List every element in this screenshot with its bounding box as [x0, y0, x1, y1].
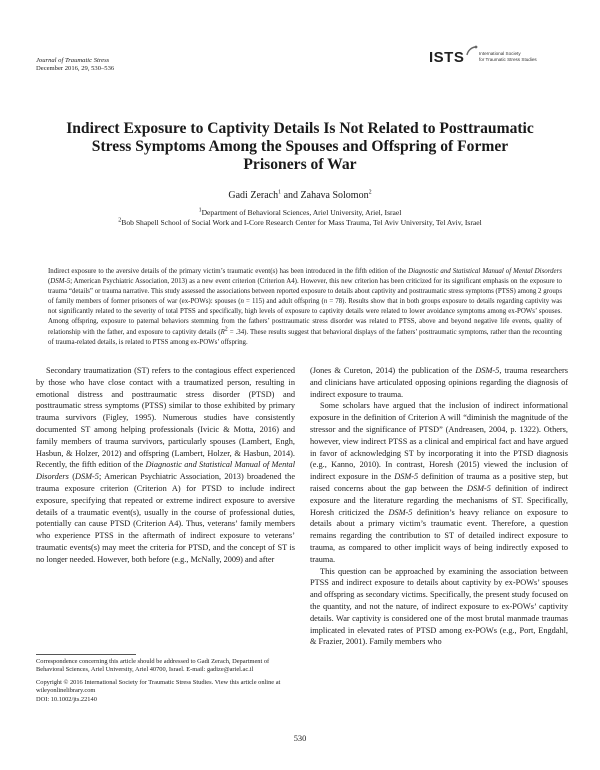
body-dsm-abbr: DSM-5 [475, 366, 500, 375]
abstract-dsm-abbr: DSM-5 [50, 278, 71, 286]
copyright-note [36, 679, 296, 704]
logo-subtitle-line-1: International Society [479, 51, 521, 56]
body-text: Some scholars have argued that the inclusion of indirect informational exposure in the definition of Criterion A will “diminish the magnitude of the stressor and the significance of PTSD” (Andreasen, 2004, p. 1322). Others, however, view indirect PTSS as a clinical and empirical fact and have argued in favor of acknowledging ST by incorporating it into the PTSD diagnosis (e.g., Kanno, 2010). In contrast, Horesh (2015) viewed the inclusion of indirect exposure in the [310, 401, 568, 482]
article-title: Indirect Exposure to Captivity Details Is Not Related to Posttraumatic Stress Symptoms Among the Spouses and Offspring of Former Prisoners of War [66, 120, 534, 173]
affiliation-2-text: Bob Shapell School of Social Work and I-Core Research Center for Mass Trauma, Tel Aviv University, Tel Aviv, Israel [121, 218, 482, 227]
author-1-sup: 1 [278, 189, 282, 196]
affiliation-2 [30, 218, 570, 228]
affiliations [30, 208, 570, 228]
abstract-r-symbol: R [220, 328, 225, 336]
body-text: ( [68, 472, 75, 482]
body-text: (Jones & Cureton, 2014) the publication of the [310, 366, 476, 375]
author-conjunction: and [281, 190, 301, 201]
author-1: Gadi Zerach [228, 190, 279, 201]
body-text: Secondary traumatization (ST) refers to the contagious effect experienced by those who have close contact with a traumatized person, resulting in emotional distress and posttraumatic stress disorder (PTSD) and posttraumatic stress symptoms (PTSS) similar to those exhibited by primary trauma survivors (Figley, 1995). Numerous studies have consistently documented ST among helping professionals (Ivicic & Motta, 2016) and family members of trauma survivors, particularly spouses (Lambert, Engh, Hasbun, & Holzer, 2012) and offspring (Lambert, Holzer, & Hasbun, 2014). Recently, the fifth edition of the [36, 366, 295, 470]
body-paragraph [310, 365, 568, 400]
body-text: definition’s heavy reliance on exposure to details about a primary victim’s traumatic event. Therefore, a question remains regarding the contribution to ST of detailed indirect exposure to trauma, as compared to other implicit ways of being indirectly exposed to trauma. [310, 507, 568, 564]
body-text: definition of trauma as a positive step, but raised concerns about the gap between the [310, 472, 568, 493]
ists-logo [429, 43, 579, 83]
copyright-text: Copyright © 2016 International Society for Traumatic Stress Studies. View this article online at wileyonlinelibrary.com [36, 678, 281, 695]
abstract-text: ( [48, 278, 51, 286]
page-number: 530 [293, 734, 307, 743]
body-paragraph [310, 566, 568, 649]
author-2: Zahava Solomon [300, 190, 369, 201]
abstract-n-symbol: n [240, 298, 244, 306]
abstract [48, 267, 562, 348]
affiliation-1-text: Department of Behavioral Sciences, Ariel University, Ariel, Israel [201, 208, 402, 217]
body-text: ; American Psychiatric Association, 2013) broadened the trauma exposure criterion (Criterion A) for PTSD to include indirect exposure, specifying that repeated or extreme indirect exposure to aversive details of a traumatic event(s), usually in the course of professional duties, potentially can cause PTSD (Criterion A4). Thus, veterans’ family members who experience PTSS in the aftermath of indirect exposure to veterans’ traumatic events(s) may meet the criteria for PTSD, and the concept of ST is no longer needed. However, both before (e.g., McNally, 2009) and after [36, 472, 295, 564]
abstract-text: = 78). Results show that in both groups exposure to details regarding captivity was not significantly related to the severity of total PTSS and specifically, high levels of exposure to captivity details were related to lower avoidance symptoms among ex-POWs’ spouses. Among offspring, exposure to paternal behaviors stemming from the fathers’ posttraumatic stress disorder was related to PTSS, above and beyond negative life events, quality of relationship with the father, and exposure to captivity details ( [48, 298, 562, 336]
body-dsm-abbr: DSM-5 [74, 472, 99, 482]
logo-subtitle-line-2: for Traumatic Stress Studies [479, 56, 537, 62]
abstract-n-symbol: n [323, 298, 328, 306]
footnotes [36, 658, 296, 708]
affiliation-1-sup: 1 [198, 207, 202, 214]
logo-subtitle [479, 51, 537, 63]
abstract-text: Indirect exposure to the aversive details of the primary victim’s traumatic event(s) has been introduced in the fifth edition of the [48, 268, 409, 275]
body-paragraph [310, 400, 568, 565]
body-text: definition of indirect exposure and the literature regarding the mechanisms of ST. Specifically, Horesh criticized the [310, 483, 568, 517]
body-column-left [36, 365, 295, 566]
body-dsm-abbr: DSM-5 [394, 472, 419, 482]
abstract-text: = 115) and adult offspring ( [243, 298, 324, 306]
body-paragraph [36, 365, 295, 566]
journal-header [36, 57, 114, 73]
footnote-rule [36, 654, 136, 655]
author-2-sup: 2 [368, 189, 372, 196]
body-dsm-title: Diagnostic and Statistical Manual of Mental Disorders [36, 460, 295, 482]
author-line [60, 190, 540, 202]
body-column-right [310, 365, 568, 648]
body-text: , trauma researchers and clinicians have articulated opposing opinions regarding the diagnosis of indirect exposure to trauma. [310, 366, 568, 399]
body-dsm-abbr: DSM-5 [388, 507, 413, 517]
logo-wordmark: ISTS [429, 49, 465, 66]
abstract-dsm-title: Diagnostic and Statistical Manual of Mental Disorders [408, 268, 562, 275]
journal-issue: December 2016, 29, 530–536 [36, 65, 115, 73]
body-text: This question can be approached by examining the association between PTSS and indirect exposure to details about captivity by ex-POWs’ spouses and offspring as secondary victims. Specifically, the present study focused on the quantity, and not the nature, of indirect exposure to ex-POWs’ captivity details. War captivity is considered one of the most brutal manmade traumas implicated in elevated rates of PTSD among ex-POWs (e.g., Port, Engdahl, & Frazier, 2001). Family members who [310, 566, 568, 647]
abstract-text: = .34). These results suggest that behavioral displays of the fathers’ posttraumatic symptoms, rather than the recounting of trauma-related details, is related to PTSS among ex-POWs’ offspring. [48, 328, 563, 346]
correspondence-note: Correspondence concerning this article should be addressed to Gadi Zerach, Department of Behavioral Sciences, Ariel University, Ariel 40700, Israel. E-mail: gadize@ariel.ac.il [36, 658, 270, 674]
body-dsm-abbr: DSM-5 [466, 483, 491, 493]
abstract-text: ; American Psychiatric Association, 2013) as a new event criterion (Criterion A4). However, this new criterion has been criticized for its significant emphasis on the exposure to trauma “details” or trauma narrative. This study assessed the associations between reported exposure to details about captivity and posttraumatic stress symptoms (PTSS) among 2 groups of family members of former prisoners of war (ex-POWs): spouses ( [48, 278, 562, 306]
journal-name: Journal of Traumatic Stress [36, 57, 110, 64]
abstract-r-sup: 2 [224, 326, 228, 333]
affiliation-1 [30, 208, 570, 218]
affiliation-2-sup: 2 [118, 217, 122, 224]
doi-text: DOI: 10.1002/jts.22140 [36, 695, 97, 703]
